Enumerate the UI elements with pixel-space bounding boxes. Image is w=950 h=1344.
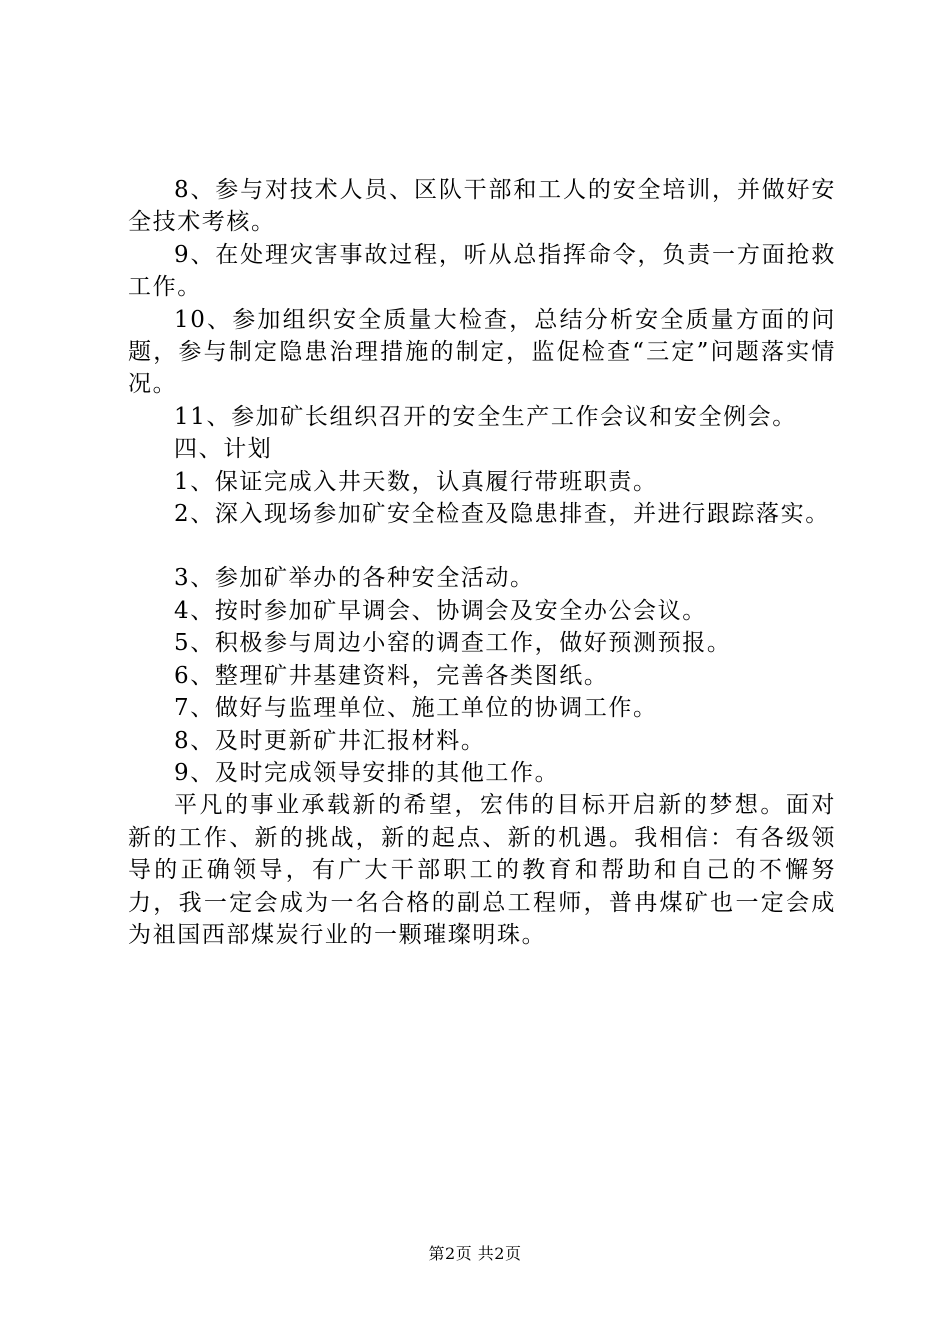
page-footer: 第2页 共2页: [428, 1244, 522, 1263]
plan-item-9: 9、及时完成领导安排的其他工作。: [174, 759, 560, 786]
plan-item-2: 2、深入现场参加矿安全检查及隐患排查，并进行跟踪落实。: [174, 501, 830, 528]
paragraph-item-8-training: 8、参与对技术人员、区队干部和工人的安全培训，并做好安全技术考核。: [128, 177, 836, 236]
plan-item-6: 6、整理矿井基建资料，完善各类图纸。: [174, 662, 609, 689]
plan-item-7: 7、做好与监理单位、施工单位的协调工作。: [174, 695, 658, 722]
paragraph-item-10-inspection: 10、参加组织安全质量大检查，总结分析安全质量方面的问题，参与制定隐患治理措施的制定，监促检查“三定”问题落实情况。: [128, 306, 836, 398]
section-heading-plan: 四、计划: [174, 436, 273, 463]
document-body: [128, 174, 836, 951]
paragraph-item-9-disaster: 9、在处理灾害事故过程，听从总指挥命令，负责一方面抢救工作。: [128, 241, 836, 301]
paragraph-item-11-meetings: 11、参加矿长组织召开的安全生产工作会议和安全例会。: [174, 403, 797, 430]
closing-paragraph: 平凡的事业承载新的希望，宏伟的目标开启新的梦想。面对新的工作、新的挑战，新的起点、新的机遇。我相信：有各级领导的正确领导，有广大干部职工的教育和帮助和自己的不懈努力，我一定会成为一名合格的副总工程师，普冉煤矿也一定会成为祖国西部煤炭行业的一颗璀璨明珠。: [128, 792, 836, 948]
plan-item-4: 4、按时参加矿早调会、协调会及安全办公会议。: [174, 597, 707, 624]
plan-item-5: 5、积极参与周边小窑的调查工作，做好预测预报。: [174, 630, 732, 657]
plan-item-8: 8、及时更新矿井汇报材料。: [174, 727, 486, 754]
plan-item-3: 3、参加矿举办的各种安全活动。: [174, 565, 535, 592]
plan-item-1: 1、保证完成入井天数，认真履行带班职责。: [174, 468, 658, 495]
